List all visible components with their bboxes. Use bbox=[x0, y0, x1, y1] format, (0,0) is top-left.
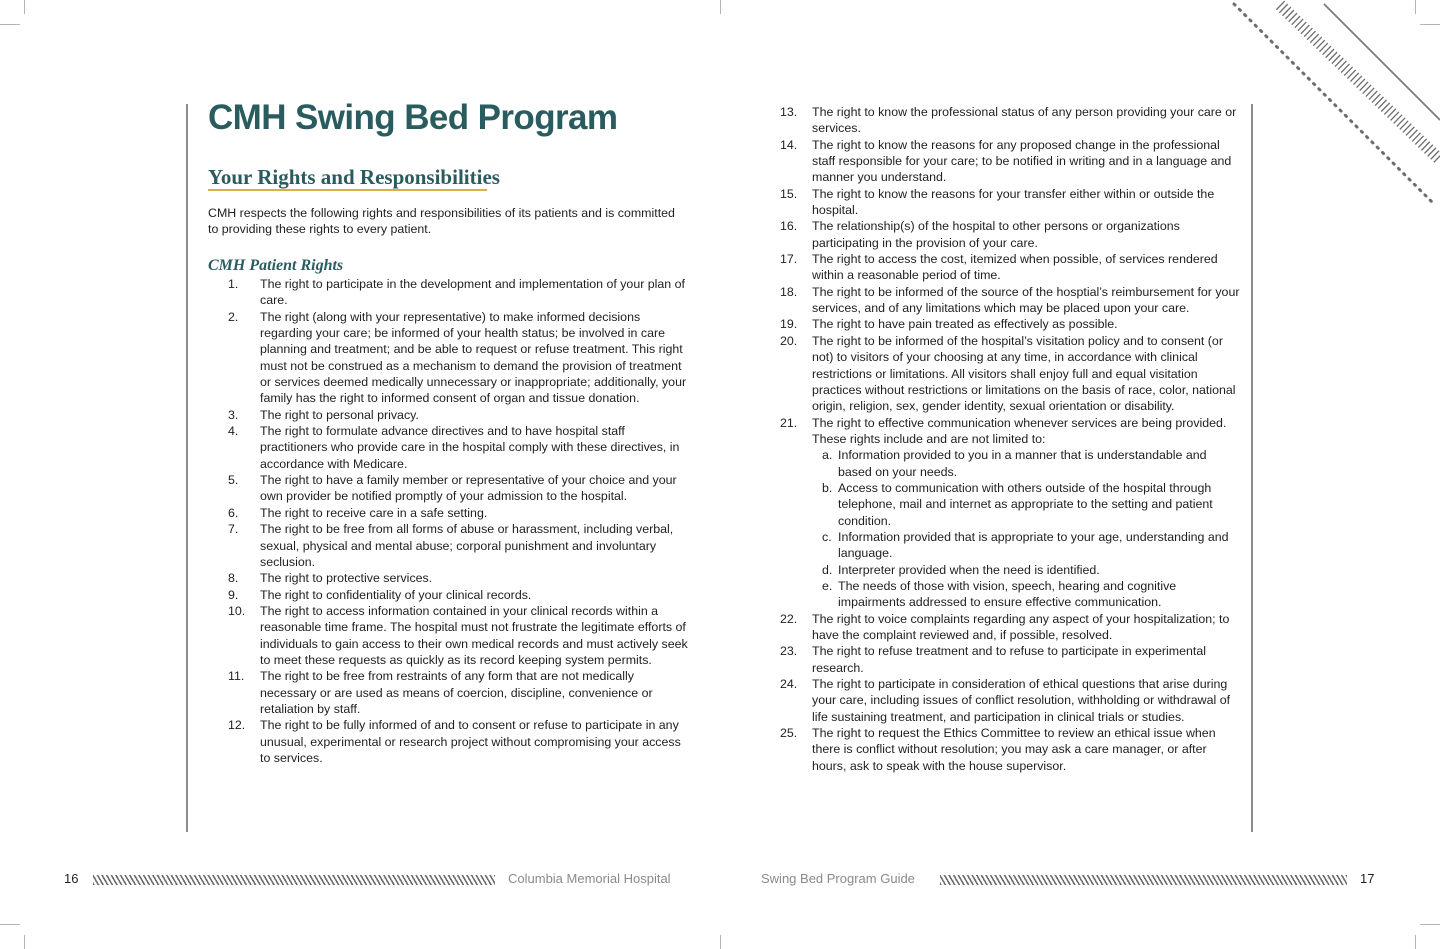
right-item bbox=[780, 218, 1242, 251]
footer-hatch-left bbox=[93, 875, 495, 885]
right-number: 12. bbox=[228, 718, 246, 733]
solid-diagonal bbox=[1324, 4, 1440, 120]
right-number: 20. bbox=[780, 333, 798, 348]
crop-mark bbox=[0, 924, 20, 925]
left-margin-rule bbox=[186, 104, 188, 832]
right-text: The right to protective services. bbox=[260, 571, 433, 586]
left-page-number: 16 bbox=[64, 871, 79, 886]
right-number: 19. bbox=[780, 317, 798, 332]
footer-guide-name: Swing Bed Program Guide bbox=[761, 871, 915, 886]
right-item bbox=[228, 668, 688, 717]
right-page-number: 17 bbox=[1360, 871, 1375, 886]
right-text: The right to access information contained in your clinical records within a reasonable time frame. The hospital must not frustrate the legitimate efforts of individuals to gain access to their own medical records and must actively seek to meet these requests as quickly as its record keeping system permits. bbox=[260, 603, 688, 667]
right-item bbox=[780, 725, 1242, 774]
sub-letter: c. bbox=[822, 529, 832, 544]
right-text: The right (along with your representative) to make informed decisions regarding your care; be informed of your health status; be involved in care planning and treatment; and be able to request or refuse treatment. This right must not be construed as a mechanism to demand the provision of treatment or services deemed medically unnecessary or inappropriate; additionally, your family has the right to informed consent of organ and tissue donation. bbox=[260, 309, 687, 406]
right-number: 9. bbox=[228, 587, 239, 602]
right-number: 23. bbox=[780, 644, 798, 659]
right-number: 7. bbox=[228, 522, 239, 537]
intro-paragraph: CMH respects the following rights and responsibilities of its patients and is committed to providing these rights to every patient. bbox=[208, 206, 675, 237]
sub-letter: e. bbox=[822, 578, 833, 593]
right-number: 6. bbox=[228, 505, 239, 520]
right-text: The relationship(s) of the hospital to other persons or organizations participating in the provision of your care. bbox=[812, 219, 1180, 250]
right-text: The right to participate in the development and implementation of your plan of care. bbox=[260, 277, 685, 308]
sub-letter: b. bbox=[822, 480, 833, 495]
crop-mark bbox=[0, 24, 20, 25]
sub-text: The needs of those with vision, speech, hearing and cognitive impairments addressed to ensure effective communication. bbox=[838, 578, 1177, 610]
sub-item bbox=[812, 480, 1242, 529]
right-item bbox=[228, 423, 688, 472]
sub-text: Information provided to you in a manner that is understandable and based on your needs. bbox=[838, 448, 1207, 479]
right-item bbox=[780, 186, 1242, 219]
crop-mark bbox=[720, 0, 721, 14]
right-text: The right to be informed of the source of the hosptial’s reimbursement for your services, and of any limitations which may be placed upon your care. bbox=[812, 284, 1240, 316]
right-number: 3. bbox=[228, 407, 239, 422]
right-item bbox=[780, 251, 1242, 284]
right-number: 17. bbox=[780, 252, 798, 267]
right-number: 1. bbox=[228, 277, 239, 291]
right-item bbox=[228, 587, 688, 603]
sub-item bbox=[812, 529, 1242, 562]
right-number: 8. bbox=[228, 571, 239, 586]
right-text: The right to effective communication whenever services are being provided. These rights include and are not limited to: bbox=[812, 415, 1227, 446]
right-number: 10. bbox=[228, 603, 246, 618]
right-text: The right to have a family member or representative of your choice and your own provider be notified promptly of your admission to the hospital. bbox=[260, 473, 677, 504]
crop-mark bbox=[1420, 924, 1440, 925]
right-number: 14. bbox=[780, 137, 798, 152]
right-item bbox=[780, 333, 1242, 415]
right-number: 22. bbox=[780, 611, 798, 626]
rights-list-left bbox=[228, 276, 688, 766]
right-text: The right to formulate advance directives and to have hospital staff practitioners who provide care in the hospital comply with these directives, in accordance with Medicare. bbox=[260, 424, 680, 471]
right-item bbox=[780, 284, 1242, 317]
right-item bbox=[780, 676, 1242, 725]
sub-text: Interpreter provided when the need is identified. bbox=[838, 562, 1100, 577]
crop-mark bbox=[24, 935, 25, 949]
right-number: 5. bbox=[228, 473, 239, 488]
right-text: The right to know the reasons for any proposed change in the professional staff responsible for your care; to be notified in writing and in a language and manner you understand. bbox=[812, 137, 1232, 185]
right-text: The right to be fully informed of and to consent or refuse to participate in any unusual, experimental or research project without compromising your access to services. bbox=[260, 718, 681, 765]
sub-letter: d. bbox=[822, 562, 833, 577]
sub-letter: a. bbox=[822, 448, 833, 463]
right-number: 11. bbox=[228, 669, 245, 684]
right-item bbox=[228, 570, 688, 586]
hatched-diagonal bbox=[1280, 5, 1440, 160]
right-item bbox=[780, 137, 1242, 186]
right-number: 15. bbox=[780, 186, 798, 201]
right-item bbox=[228, 407, 688, 423]
dotted-diagonal bbox=[1234, 4, 1435, 205]
crop-mark bbox=[24, 0, 25, 14]
right-item bbox=[780, 643, 1242, 676]
right-text: The right to confidentiality of your clinical records. bbox=[260, 587, 532, 602]
right-text: The right to participate in consideration of ethical questions that arise during your care, including issues of conflict resolution, withholding or withdrawal of life sustaining treatment, and participation in clinical trials or studies. bbox=[812, 677, 1231, 724]
sub-text: Access to communication with others outside of the hospital through telephone, mail and internet as appropriate to the setting and patient condition. bbox=[838, 480, 1213, 528]
right-text: The right to refuse treatment and to refuse to participate in experimental research. bbox=[812, 644, 1206, 675]
right-item bbox=[780, 316, 1242, 332]
subtitle-underline bbox=[208, 189, 487, 191]
sub-item bbox=[812, 562, 1242, 578]
communication-sublist bbox=[812, 447, 1242, 610]
right-number: 13. bbox=[780, 105, 798, 119]
right-item bbox=[780, 415, 1242, 611]
sub-text: Information provided that is appropriate to your age, understanding and language. bbox=[838, 529, 1229, 561]
right-item bbox=[228, 309, 688, 407]
right-number: 24. bbox=[780, 677, 798, 692]
right-item bbox=[780, 611, 1242, 644]
crop-mark bbox=[1415, 935, 1416, 949]
footer-hospital-name: Columbia Memorial Hospital bbox=[508, 871, 671, 886]
patient-rights-heading: CMH Patient Rights bbox=[208, 257, 344, 274]
crop-mark bbox=[720, 935, 721, 949]
right-item bbox=[228, 717, 688, 766]
right-text: The right to access the cost, itemized when possible, of services rendered within a reasonable period of time. bbox=[812, 252, 1218, 283]
right-number: 25. bbox=[780, 726, 798, 741]
rights-list-right bbox=[780, 104, 1242, 774]
right-text: The right to know the reasons for your transfer either within or outside the hospital. bbox=[812, 186, 1215, 218]
right-number: 21. bbox=[780, 415, 798, 430]
right-number: 2. bbox=[228, 309, 239, 324]
right-text: The right to voice complaints regarding any aspect of your hospitalization; to have the complaint reviewed and, if possible, resolved. bbox=[812, 611, 1230, 642]
right-text: The right to be free from restraints of any form that are not medically necessary or are used as means of coercion, discipline, convenience or retaliation by staff. bbox=[260, 669, 653, 716]
right-text: The right to request the Ethics Committee to review an ethical issue when there is conflict without resolution; you may ask a care manager, or after hours, ask to speak with the house supervisor. bbox=[812, 726, 1216, 773]
right-text: The right to know the professional status of any person providing your care or services. bbox=[812, 105, 1237, 136]
footer-hatch-right bbox=[940, 875, 1347, 885]
right-text: The right to personal privacy. bbox=[260, 407, 419, 422]
right-text: The right to have pain treated as effectively as possible. bbox=[812, 317, 1118, 332]
right-text: The right to be free from all forms of abuse or harassment, including verbal, sexual, physical and mental abuse; corporal punishment and involuntary seclusion. bbox=[260, 522, 674, 569]
right-number: 16. bbox=[780, 219, 798, 234]
right-item bbox=[780, 104, 1242, 137]
right-text: The right to receive care in a safe setting. bbox=[260, 505, 488, 520]
right-item bbox=[228, 472, 688, 505]
right-item bbox=[228, 521, 688, 570]
sub-item bbox=[812, 447, 1242, 480]
sub-item bbox=[812, 578, 1242, 611]
corner-decoration bbox=[1220, 0, 1440, 215]
right-number: 18. bbox=[780, 284, 798, 299]
right-item bbox=[228, 505, 688, 521]
right-text: The right to be informed of the hospital’s visitation policy and to consent (or not) to visitors of your choosing at any time, in accordance with clinical restrictions or limitations. All visitors shall enjoy full and equal visitation practices without restrictions or limitations on the basis of race, color, national origin, religion, sex, gender identity, sexual orientation or disability. bbox=[812, 333, 1236, 414]
page-title: CMH Swing Bed Program bbox=[208, 98, 618, 137]
right-item bbox=[228, 276, 688, 309]
right-number: 4. bbox=[228, 424, 239, 439]
right-item bbox=[228, 603, 688, 668]
section-subtitle: Your Rights and Responsibilities bbox=[208, 165, 500, 189]
